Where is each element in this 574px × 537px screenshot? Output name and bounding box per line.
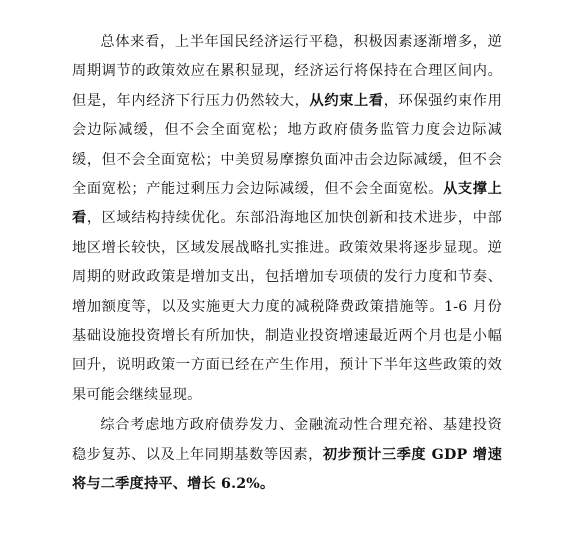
text-segment: 总体来看，上半年国民经济运行平稳，积极因素逐渐增多，逆周期调节的政策效应在累积显现，经济运行将保持在合理区间内。但是，年内经济下行压力仍然较大，: [72, 34, 502, 109]
text-segment: 综合考虑地方政府债券发力、金融流动性合理充裕、基建投资稳步复苏、以及上年同期基数等因素，: [72, 417, 502, 463]
paragraph-forecast: [72, 411, 502, 499]
document-body: [72, 28, 502, 500]
text-segment: ，区域结构持续优化。东部沿海地区加快创新和技术进步，中部地区增长较快，区域发展战略扎实推进。政策效果将逐步显现。逆周期的财政政策是增加支出，包括增加专项债的发行力度和节奏、增加额度等，以及实施更大力度的减税降费政策措施等。1-6 月份基础设施投资增长有所加快，制造业投资增速最近两个月也是小幅回升，说明政策一方面已经在产生作用，预计下半年这些政策的效果可能会继续显现。: [72, 210, 502, 403]
emphasis-gdp-forecast: 初步预计三季度 GDP 增速将与二季度持平、增长 6.2%。: [72, 446, 502, 493]
emphasis-support: 从支撑上看: [72, 181, 502, 227]
emphasis-constraints: 从约束上看: [309, 92, 384, 109]
text-segment: ，环保强约束作用会边际减缓，但不会全面宽松；地方政府债务监管力度会边际减缓，但不会全面宽松；中美贸易摩擦负面冲击会边际减缓，但不会全面宽松；产能过剩压力会边际减缓，但不会全面宽松。: [72, 92, 502, 198]
paragraph-summary: [72, 28, 502, 410]
